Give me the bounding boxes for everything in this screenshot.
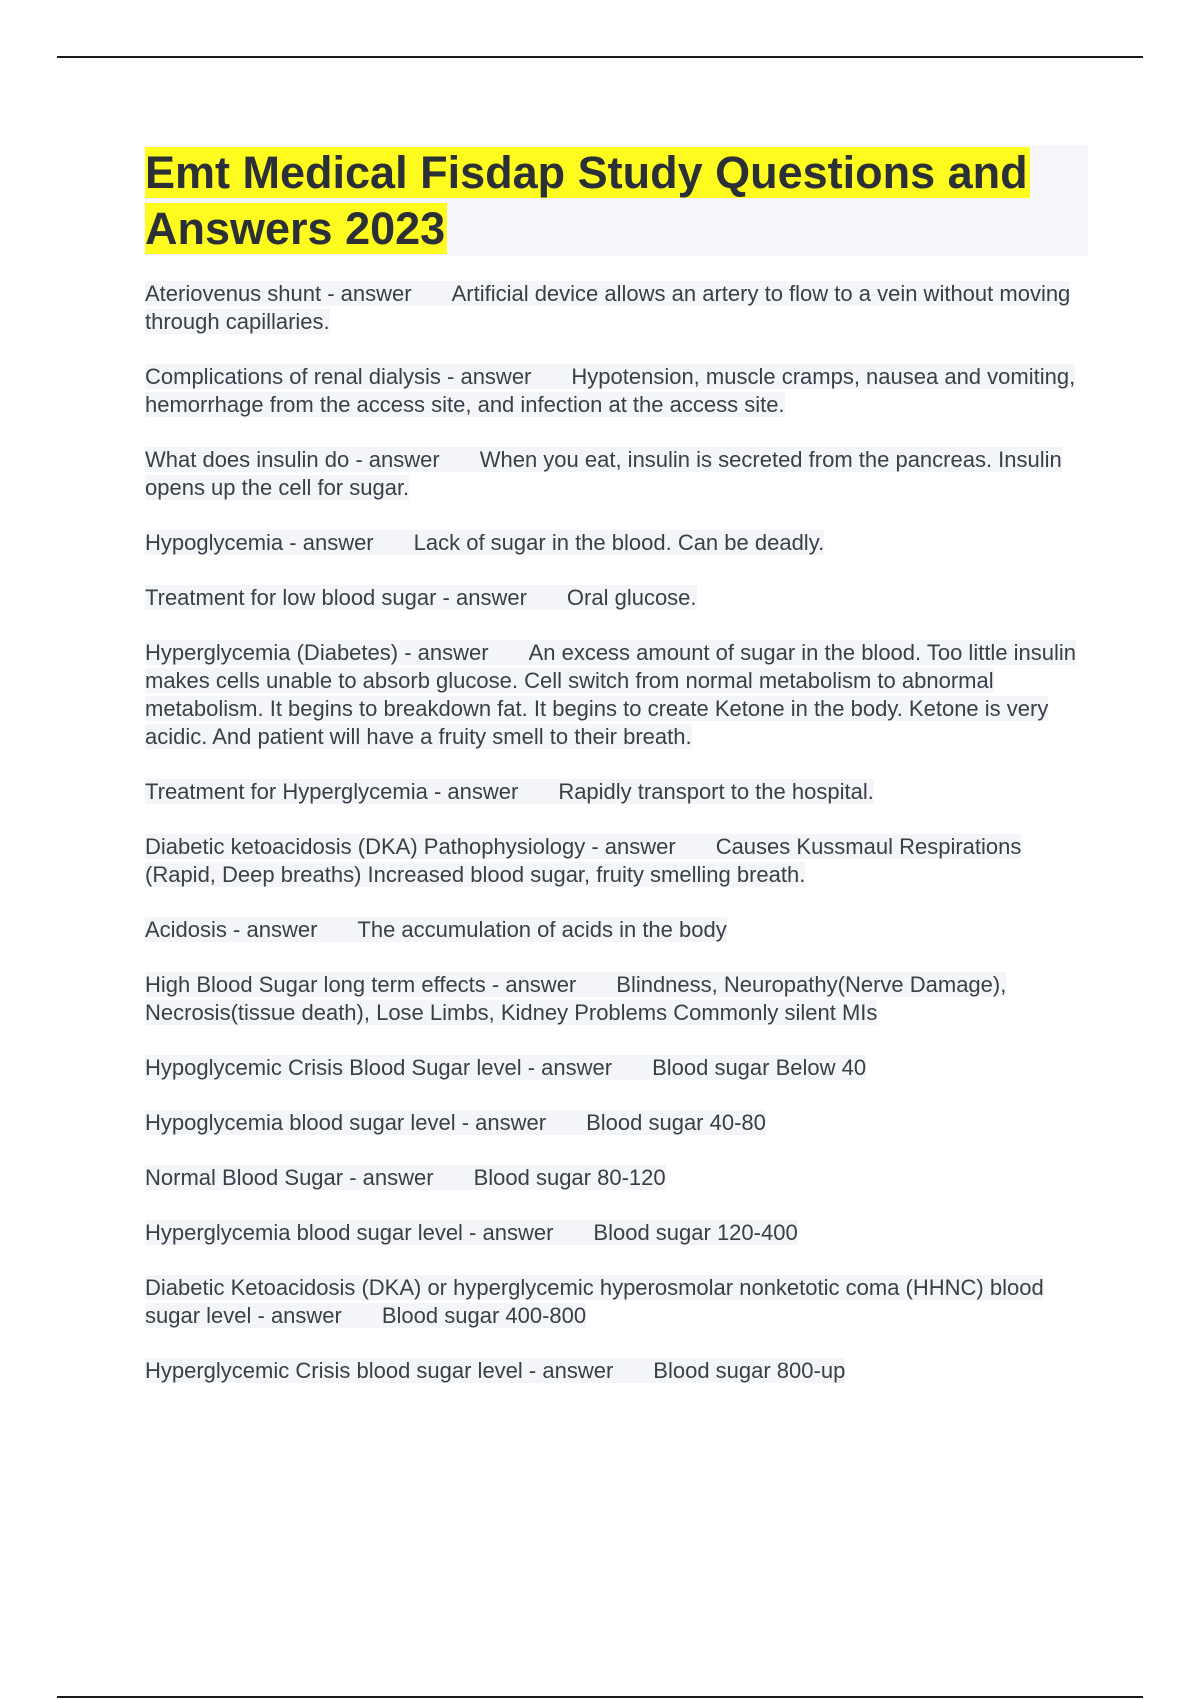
document-title — [145, 145, 1088, 257]
qa-item — [145, 1164, 1088, 1192]
qa-question: Hypoglycemia - answer — [145, 530, 374, 555]
qa-question: Hyperglycemia blood sugar level - answer — [145, 1220, 554, 1245]
qa-question: Hypoglycemic Crisis Blood Sugar level - answer — [145, 1055, 613, 1080]
title-highlight: Emt Medical Fisdap Study Questions and Answers 2023 — [145, 147, 1028, 254]
qa-question: Complications of renal dialysis - answer — [145, 364, 532, 389]
qa-answer: Blindness, Neuropathy(Nerve Damage), Necrosis(tissue death), Lose Limbs, Kidney Problems Commonly silent MIs — [145, 972, 1007, 1025]
qa-answer: Rapidly transport to the hospital. — [558, 779, 874, 804]
qa-question: Hypoglycemia blood sugar level - answer — [145, 1110, 547, 1135]
qa-question: Hyperglycemic Crisis blood sugar level - answer — [145, 1358, 614, 1383]
qa-item — [145, 1054, 1088, 1082]
qa-question: Diabetic Ketoacidosis (DKA) or hyperglycemic hyperosmolar nonketotic coma (HHNC) blood sugar level - answer — [145, 1275, 1044, 1328]
qa-answer: Lack of sugar in the blood. Can be deadly. — [413, 530, 825, 555]
qa-question: Acidosis - answer — [145, 917, 318, 942]
qa-item — [145, 639, 1088, 751]
qa-item — [145, 446, 1088, 502]
qa-question: Treatment for low blood sugar - answer — [145, 585, 527, 610]
qa-item — [145, 1357, 1088, 1385]
qa-question: Treatment for Hyperglycemia - answer — [145, 779, 519, 804]
qa-answer: Blood sugar 800-up — [653, 1358, 846, 1383]
qa-item — [145, 778, 1088, 806]
qa-answer: Oral glucose. — [566, 585, 697, 610]
qa-item — [145, 971, 1088, 1027]
qa-item — [145, 833, 1088, 889]
qa-answer: Blood sugar 80-120 — [473, 1165, 666, 1190]
qa-answer: Causes Kussmaul Respirations (Rapid, Deep breaths) Increased blood sugar, fruity smelling breath. — [145, 834, 1022, 887]
qa-answer: Artificial device allows an artery to flow to a vein without moving through capillaries. — [145, 281, 1071, 334]
document-body — [145, 145, 1088, 1412]
qa-item — [145, 1274, 1088, 1330]
qa-list — [145, 280, 1088, 1385]
qa-answer: When you eat, insulin is secreted from the pancreas. Insulin opens up the cell for sugar. — [145, 447, 1062, 500]
qa-item — [145, 1109, 1088, 1137]
qa-question: Normal Blood Sugar - answer — [145, 1165, 434, 1190]
qa-answer: The accumulation of acids in the body — [357, 917, 727, 942]
bottom-rule — [57, 1696, 1143, 1698]
qa-item — [145, 529, 1088, 557]
title-block — [145, 145, 1088, 256]
qa-answer: An excess amount of sugar in the blood. Too little insulin makes cells unable to absorb glucose. Cell switch from normal metabolism to abnormal metabolism. It begins to breakdown fat. It begins to create Ketone in the body. Ketone is very acidic. And patient will have a fruity smell to their breath. — [145, 640, 1077, 749]
qa-item — [145, 584, 1088, 612]
qa-item — [145, 280, 1088, 336]
qa-answer: Blood sugar 400-800 — [381, 1303, 587, 1328]
qa-question: Diabetic ketoacidosis (DKA) Pathophysiology - answer — [145, 834, 676, 859]
qa-answer: Blood sugar 40-80 — [586, 1110, 766, 1135]
qa-question: Ateriovenus shunt - answer — [145, 281, 412, 306]
qa-question: High Blood Sugar long term effects - answer — [145, 972, 577, 997]
qa-answer: Blood sugar Below 40 — [652, 1055, 867, 1080]
qa-question: Hyperglycemia (Diabetes) - answer — [145, 640, 489, 665]
qa-question: What does insulin do - answer — [145, 447, 440, 472]
qa-item — [145, 916, 1088, 944]
qa-answer: Hypotension, muscle cramps, nausea and vomiting, hemorrhage from the access site, and infection at the access site. — [145, 364, 1076, 417]
qa-item — [145, 363, 1088, 419]
qa-item — [145, 1219, 1088, 1247]
qa-answer: Blood sugar 120-400 — [593, 1220, 798, 1245]
top-rule — [57, 56, 1143, 58]
